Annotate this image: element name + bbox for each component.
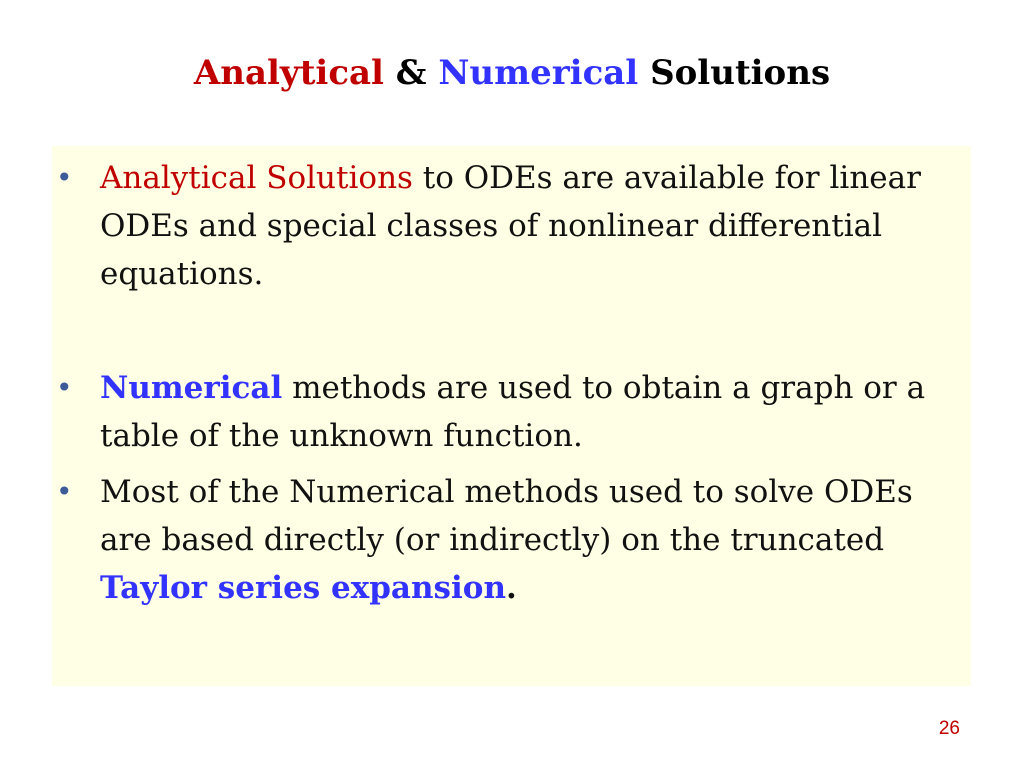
bullet-highlight-numerical: Numerical (100, 370, 283, 406)
bullet-highlight-analytical: Analytical Solutions (100, 160, 413, 196)
title-analytical: Analytical (193, 53, 384, 93)
bullet-text (100, 154, 932, 298)
title-numerical: Numerical (438, 53, 639, 93)
bullet-item-1 (52, 154, 932, 298)
bullet-body: to ODEs are available for linear ODEs and special classes of nonlinear differential equations. (100, 160, 921, 292)
bullet-item-3 (52, 468, 932, 612)
bullet-tail: . (505, 570, 517, 606)
bullet-marker: • (56, 161, 73, 194)
bullet-highlight-taylor: Taylor series expansion (100, 570, 506, 606)
bullet-body: methods are used to obtain a graph or a table of the unknown function. (100, 370, 926, 454)
page-number: 26 (938, 718, 960, 739)
bullet-text (100, 468, 932, 612)
bullet-item-2 (52, 364, 932, 460)
bullet-marker: • (56, 371, 73, 404)
content-box (52, 146, 971, 686)
bullet-body: Most of the Numerical methods used to solve ODEs are based directly (or indirectly) on the truncated (100, 474, 913, 558)
bullet-text (100, 364, 932, 460)
title-solutions: Solutions (638, 53, 831, 93)
slide-title (0, 46, 1024, 100)
bullet-marker: • (56, 475, 73, 508)
title-ampersand: & (383, 53, 439, 93)
